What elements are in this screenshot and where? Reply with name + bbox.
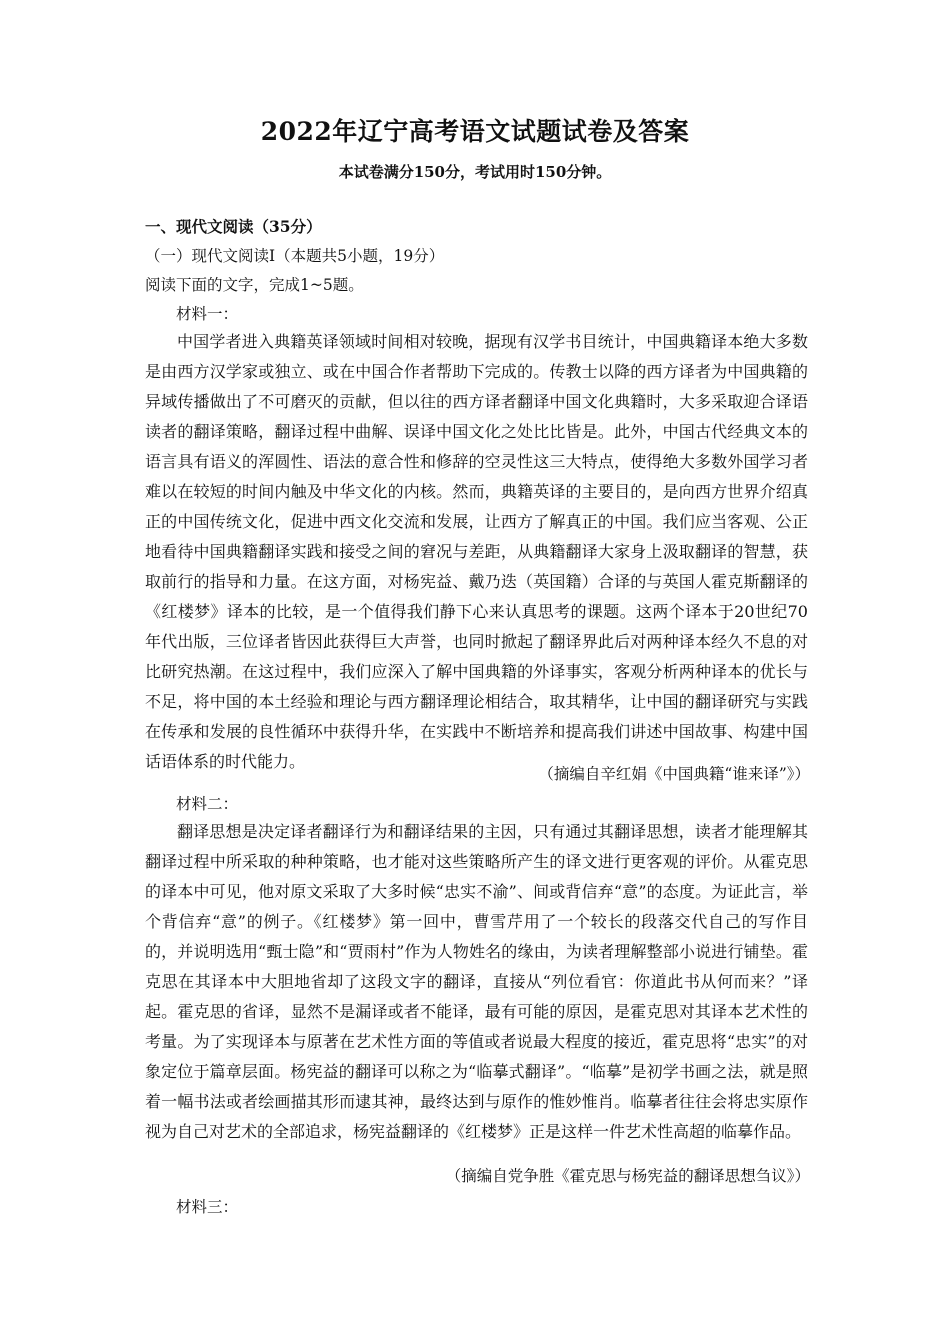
exam-subtitle: 本试卷满分150分，考试用时150分钟。 <box>338 163 612 181</box>
material-2-label: 材料二： <box>176 795 239 813</box>
material-2-source: （摘编自党争胜《霍克思与杨宪益的翻译思想刍议》） <box>445 1167 810 1185</box>
exam-title: 2022年辽宁高考语文试题试卷及答案 <box>260 117 690 146</box>
material-3-label: 材料三： <box>176 1198 239 1216</box>
sub-heading: （一）现代文阅读Ⅰ（本题共5小题，19分） <box>145 247 445 265</box>
section-heading: 一、现代文阅读（35分） <box>145 217 322 236</box>
material-1-source: （摘编自辛红娟《中国典籍“谁来译”》） <box>538 765 810 783</box>
reading-instruction: 阅读下面的文字，完成1~5题。 <box>145 276 364 294</box>
material-1-label: 材料一： <box>176 305 239 323</box>
material-1-paragraph: 中国学者进入典籍英译领域时间相对较晚，据现有汉学书目统计，中国典籍译本绝大多数是由西方汉学家或独立、或在中国合作者帮助下完成的。传教士以降的西方译者为中国典籍的异域传播做出了不可磨灭的贡献，但以往的西方译者翻译中国文化典籍时，大多采取迎合译语读者的翻译策略，翻译过程中曲解、误译中国文化之处比比皆是。此外，中国古代经典文本的语言具有语义的浑圆性、语法的意合性和修辞的空灵性这三大特点，使得绝大多数外国学习者难以在较短的时间内触及中华文化的内核。然而，典籍英译的主要目的，是向西方世界介绍真正的中国传统文化，促进中西文化交流和发展，让西方了解真正的中国。我们应当客观、公正地看待中国典籍翻译实践和接受之间的窘况与差距，从典籍翻译大家身上汲取翻译的智慧，获取前行的指导和力量。在这方面，对杨宪益、戴乃迭（英国籍）合译的与英国人霍克斯翻译的《红楼梦》译本的比较，是一个值得我们静下心来认真思考的课题。这两个译本于20世纪70年代出版，三位译者皆因此获得巨大声誉，也同时掀起了翻译界此后对两种译本经久不息的对比研究热潮。在这过程中，我们应深入了解中国典籍的外译事实，客观分析两种译本的优长与不足，将中国的本土经验和理论与西方翻译理论相结合，取其精华，让中国的翻译研究与实践在传承和发展的良性循环中获得升华，在实践中不断培养和提高我们讲述中国故事、构建中国话语体系的时代能力。 <box>145 332 808 771</box>
material-2-paragraph: 翻译思想是决定译者翻译行为和翻译结果的主因，只有通过其翻译思想，读者才能理解其翻译过程中所采取的种种策略，也才能对这些策略所产生的译文进行更客观的评价。从霍克思的译本中可见，他对原文采取了大多时候“忠实不渝”、间或背信弃“意”的态度。为证此言，举个背信弃“意”的例子。《红楼梦》第一回中，曹雪芹用了一个较长的段落交代自己的写作目的，并说明选用“甄士隐”和“贾雨村”作为人物姓名的缘由，为读者理解整部小说进行铺垫。霍克思在其译本中大胆地省却了这段文字的翻译，直接从“列位看官：你道此书从何而来？”译起。霍克思的省译，显然不是漏译或者不能译，最有可能的原因，是霍克思对其译本艺术性的考量。为了实现译本与原著在艺术性方面的等值或者说最大程度的接近，霍克思将“忠实”的对象定位于篇章层面。杨宪益的翻译可以称之为“临摹式翻译”。“临摹”是初学书画之法，就是照着一幅书法或者绘画描其形而逮其神，最终达到与原作的惟妙惟肖。临摹者往往会将忠实原作视为自己对艺术的全部追求，杨宪益翻译的《红楼梦》正是这样一件艺术性高超的临摹作品。 <box>145 822 808 1141</box>
